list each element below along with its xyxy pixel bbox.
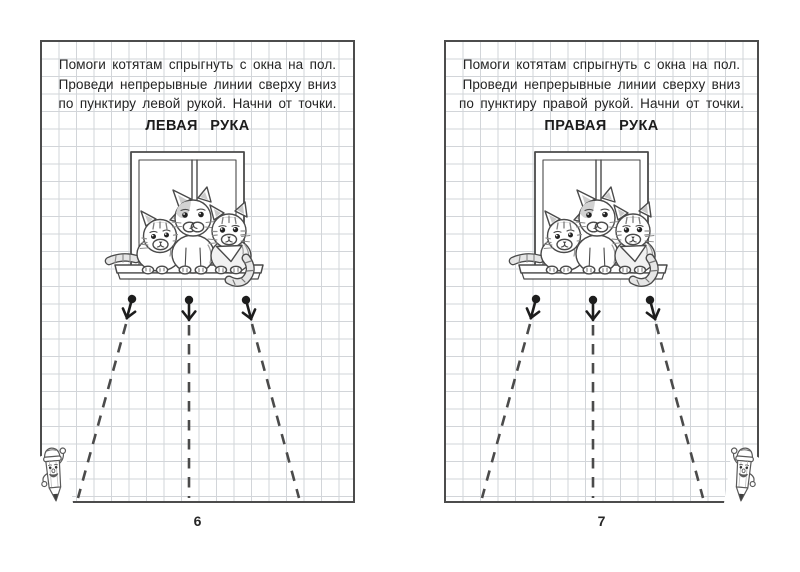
instruction-line: по пунктиру левой рукой. Начни от точки. bbox=[58, 96, 337, 111]
trace-line-right bbox=[252, 324, 299, 498]
trace-line-right bbox=[656, 324, 703, 498]
trace-start-arrows bbox=[121, 293, 258, 321]
down-arrow-icon bbox=[525, 293, 543, 320]
page-left bbox=[40, 40, 355, 503]
cat-left-icon bbox=[109, 209, 183, 274]
pencil-mascot bbox=[34, 443, 74, 503]
pencil-mascot bbox=[723, 443, 763, 503]
page-number-left: 6 bbox=[193, 513, 202, 529]
hand-heading: ПРАВАЯ РУКА bbox=[544, 118, 659, 134]
instruction-line: Помоги котятам спрыгнуть с окна на пол. bbox=[462, 57, 741, 72]
page-number-right: 7 bbox=[597, 513, 606, 529]
dashed-trace-lines bbox=[482, 324, 703, 498]
down-arrow-icon bbox=[121, 293, 139, 320]
instruction-line: Проведи непрерывные линии сверху вниз bbox=[462, 76, 741, 92]
instruction-line: по пунктиру правой рукой. Начни от точки. bbox=[458, 96, 745, 111]
instruction-line: Проведи непрерывные линии сверху вниз bbox=[58, 76, 337, 92]
instruction-text bbox=[451, 55, 752, 114]
hand-heading: ЛЕВАЯ РУКА bbox=[145, 118, 250, 134]
cat-left-icon bbox=[513, 209, 587, 274]
down-arrow-icon bbox=[239, 294, 257, 321]
down-arrow-icon bbox=[643, 294, 661, 321]
trace-line-left bbox=[78, 324, 126, 498]
pencil-character-icon bbox=[723, 443, 763, 503]
instruction-line: Помоги котятам спрыгнуть с окна на пол. bbox=[58, 57, 337, 72]
instruction-text bbox=[47, 55, 348, 114]
trace-line-left bbox=[482, 324, 530, 498]
page-right bbox=[444, 40, 759, 503]
down-arrow-icon bbox=[183, 296, 196, 320]
down-arrow-icon bbox=[587, 296, 600, 320]
trace-start-arrows bbox=[525, 293, 662, 321]
dashed-trace-lines bbox=[78, 324, 299, 498]
pencil-character-icon bbox=[34, 443, 74, 503]
